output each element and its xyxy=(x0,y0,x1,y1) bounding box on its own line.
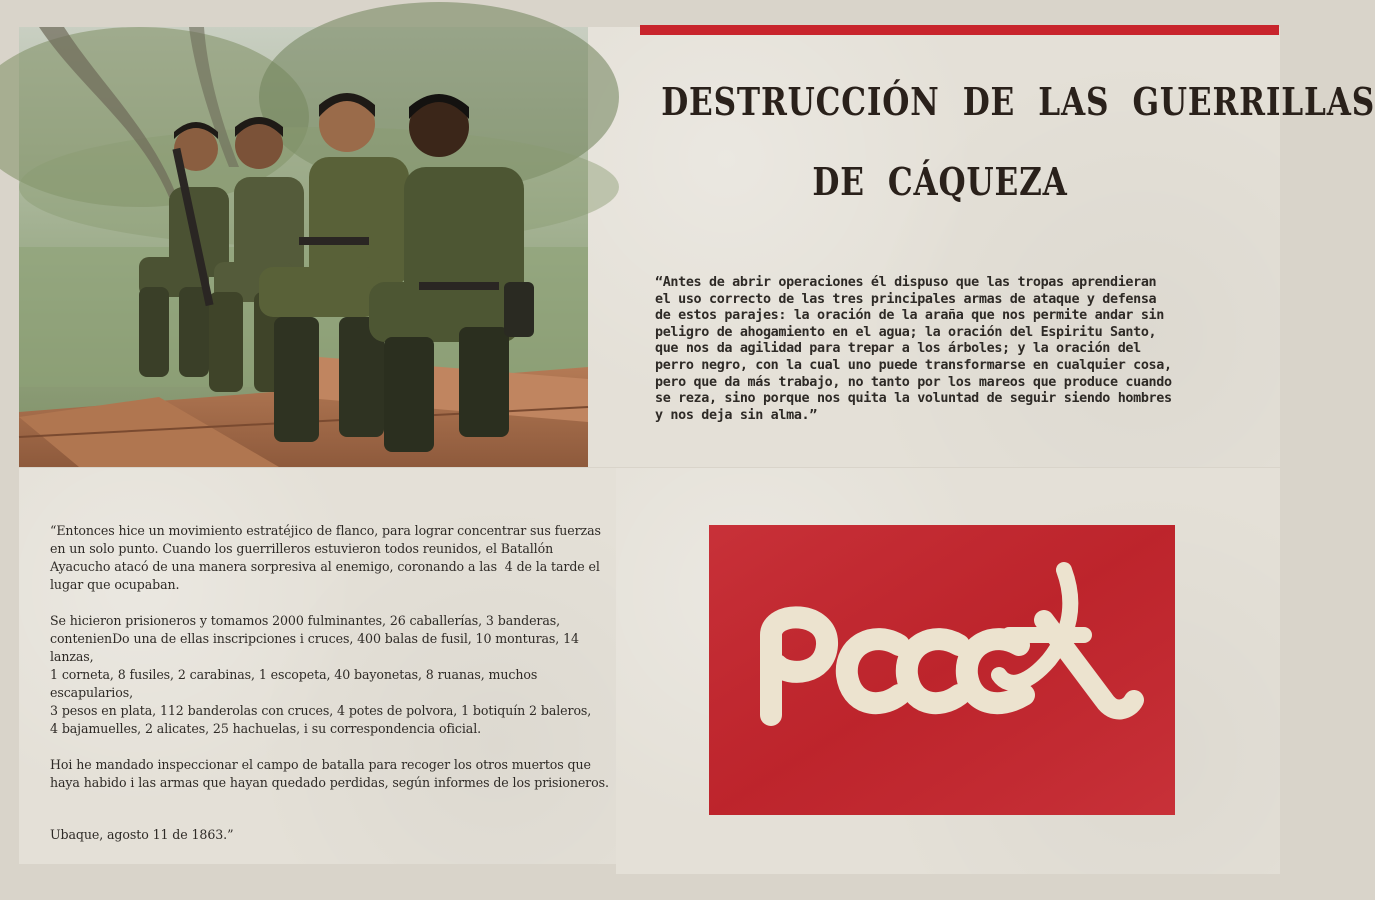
red-accent-bar xyxy=(640,25,1279,35)
title-line-2: DE CÁQUEZA xyxy=(812,159,1068,204)
title-line-1: DESTRUCCIÓN DE LAS GUERRILLAS xyxy=(661,79,1375,124)
epigraph-quote: “Antes de abrir operaciones él dispuso que las tropas aprendieran el uso correcto de las tres principales armas de ataque y defensa de estos parajes: la oración de la araña que nos permite andar sin peligro de ahogamiento en el agua; la oración del Espiritu Santo, que nos da agilidad para trepar a los árboles; y la oración del perro negro, con la cual uno puede transformarse en cualquier cosa, pero que da más trabajo, no tanto por los mareos que produce cuando se reza, sino porque nos quita la voluntad de seguir siendo hombres y nos deja sin alma.” xyxy=(655,275,1172,423)
letter-paragraph: Se hicieron prisioneros y tomamos 2000 fulminantes, 26 caballerías, 3 banderas, contenienDo una de ellas inscripciones i cruces, 400 balas de fusil, 10 monturas, 14 lanzas, 1 corneta, 8 fusiles, 2 carabinas, 1 escopeta, 40 bayonetas, 8 ruanas, muchos escapularios, 3 pesos en plata, 112 banderolas con cruces, 4 potes de polvora, 1 botiquín 2 baleros, 4 bajamuelles, 2 alicates, 25 hachuelas, i su correspondencia oficial. xyxy=(50,613,592,736)
pccc-flag xyxy=(709,525,1175,815)
letter-paragraph: “Entonces hice un movimiento estratéjico de flanco, para lograr concentrar sus fuerzas en un solo punto. Cuando los guerrilleros estuvieron todos reunidos, el Batallón Ayacucho atacó de una manera sorpresiva al enemigo, coronando a las 4 de la tarde el lugar que ocupaban. xyxy=(50,523,601,592)
letter-paragraph: Hoi he mandado inspeccionar el campo de batalla para recoger los otros muertos que haya habido i las armas que hayan quedado perdidas, según informes de los prisioneros. xyxy=(50,757,609,790)
historical-letter xyxy=(50,522,610,862)
page-title xyxy=(661,62,1375,222)
letter-signature: Ubaque, agosto 11 de 1863.” xyxy=(50,827,234,842)
soldiers-photo xyxy=(19,27,588,467)
